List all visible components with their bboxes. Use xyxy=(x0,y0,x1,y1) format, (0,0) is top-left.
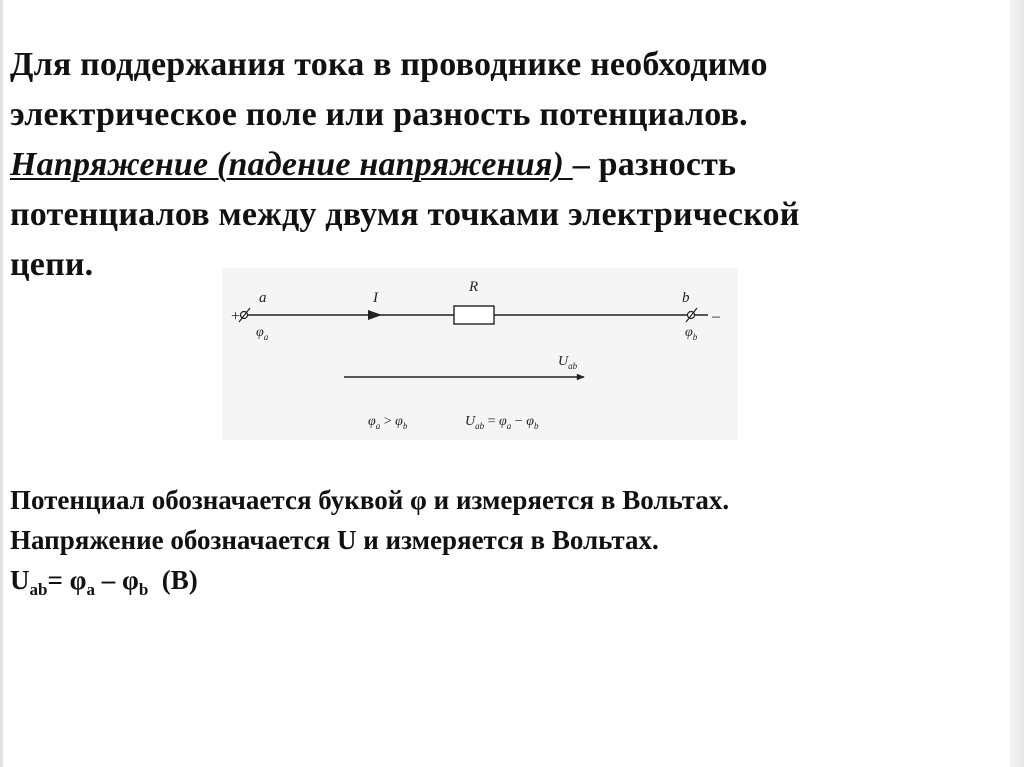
intro-line-4: потенциалов между двумя точками электрической xyxy=(10,196,800,233)
bottom-text xyxy=(10,480,970,600)
intro-text xyxy=(10,40,970,290)
formula-sub-a: a xyxy=(86,580,95,599)
plus-sign: + xyxy=(231,308,241,325)
potential-unit-line: Потенциал обозначается буквой φ и измеряется в Вольтах. xyxy=(10,485,730,515)
phi-a-label: $\varphi_a$ xyxy=(256,325,269,342)
phi-b-label: $\varphi_b$ xyxy=(685,325,698,342)
voltage-unit-line: Напряжение обозначается U и измеряется в Вольтах. xyxy=(10,525,659,555)
intro-line-2: электрическое поле или разность потенциалов. xyxy=(10,96,748,133)
voltage-term: Напряжение (падение напряжения) xyxy=(10,146,573,183)
circuit-diagram xyxy=(222,268,738,440)
intro-line-3 xyxy=(10,140,970,190)
formula-u: U xyxy=(10,565,30,595)
voltage-definition: – разность xyxy=(572,146,737,183)
minus-sign: – xyxy=(712,308,720,325)
voltage-formula: $U_{ab} = \varphi_a - \varphi_b$ xyxy=(465,414,539,431)
potential-relation: $\varphi_a > \varphi_b$ xyxy=(368,414,408,431)
resistor-icon xyxy=(454,306,494,324)
intro-line-1: Для поддержания тока в проводнике необходимо xyxy=(10,46,768,83)
slide-left-border xyxy=(0,0,3,767)
formula-sub-ab: ab xyxy=(29,580,48,599)
formula-minus-phi: – φ xyxy=(94,565,139,595)
formula-equals-phi: = φ xyxy=(47,565,87,595)
resistor-label: R xyxy=(469,279,479,295)
voltage-label: $U_{ab}$ xyxy=(558,354,578,371)
formula-sub-b: b xyxy=(138,580,149,599)
current-label: I xyxy=(373,290,378,306)
formula-unit: (В) xyxy=(148,565,198,595)
intro-line-5: цепи. xyxy=(10,246,94,283)
node-a-label: a xyxy=(259,290,267,306)
voltage-formula-line xyxy=(10,560,970,600)
slide-right-border xyxy=(1010,0,1024,767)
current-arrow-icon xyxy=(368,310,382,320)
node-b-label: b xyxy=(682,290,690,306)
